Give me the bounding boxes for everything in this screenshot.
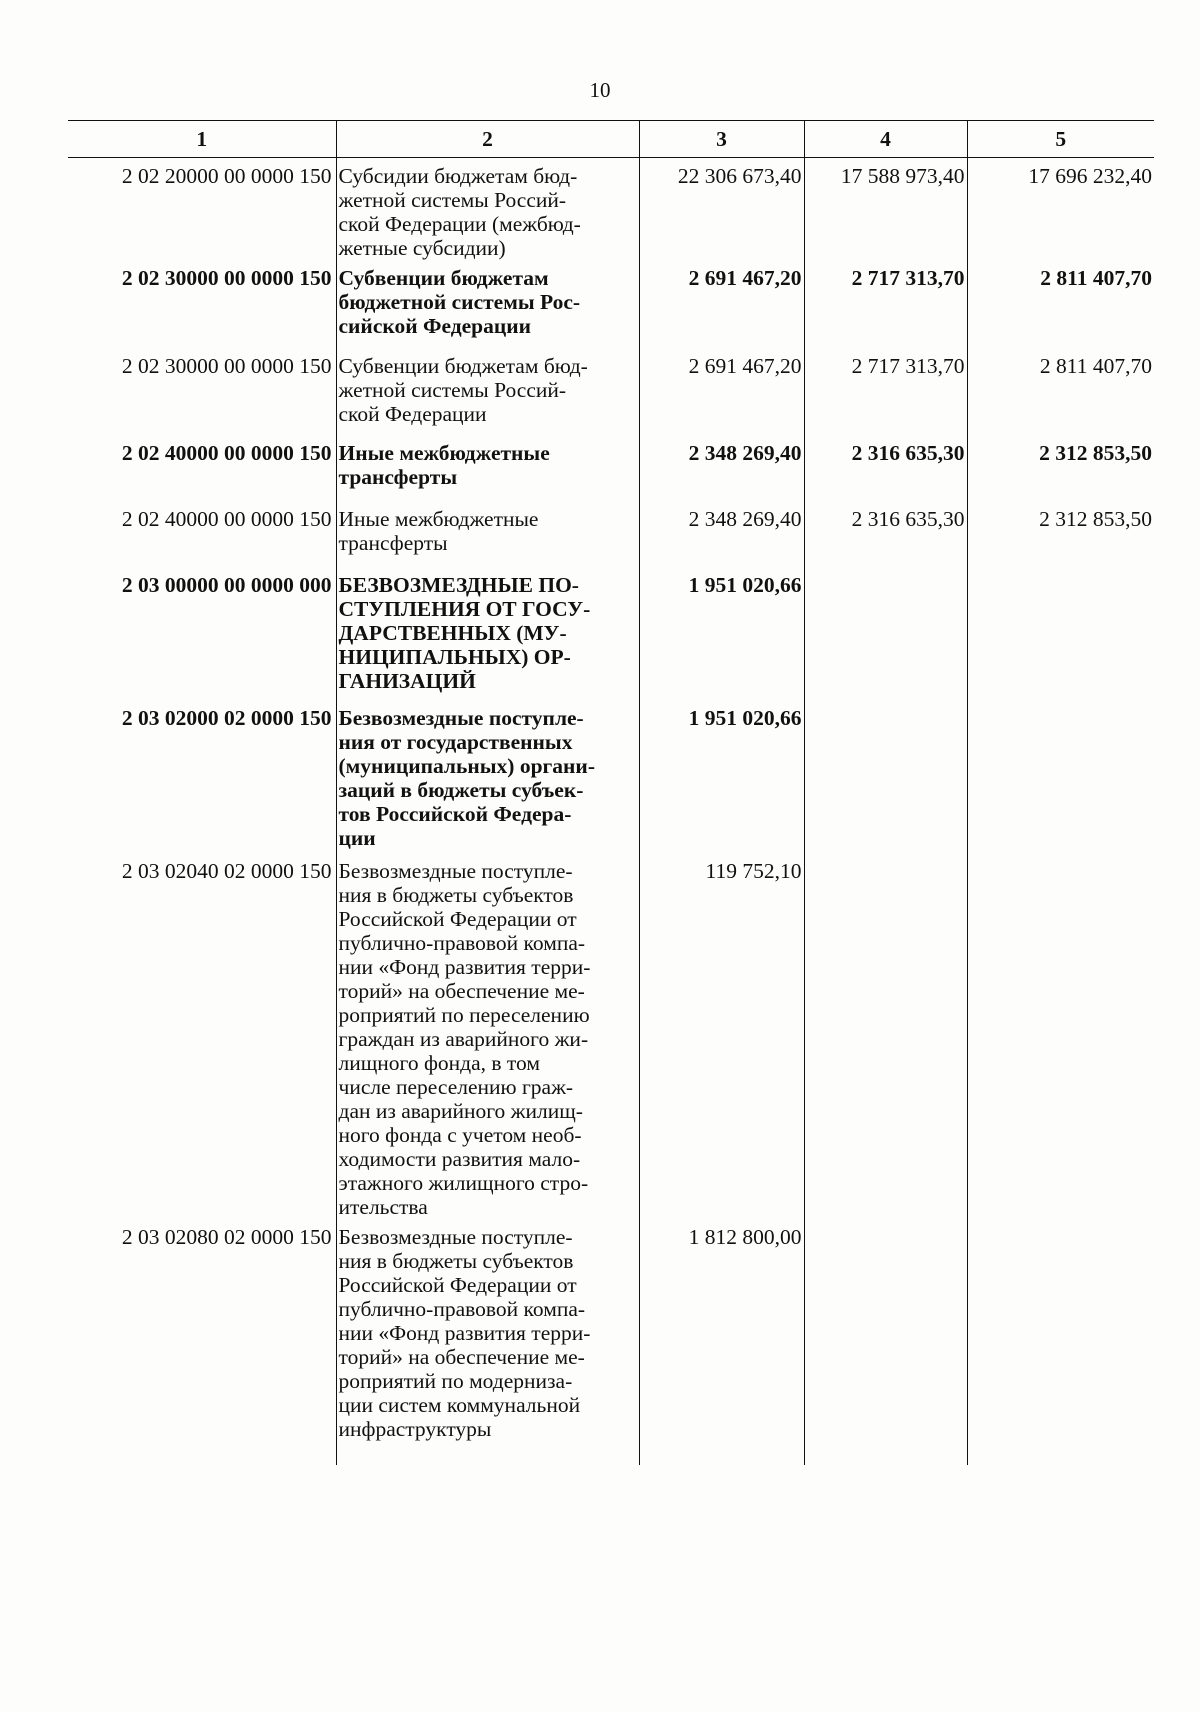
table-row bbox=[68, 435, 1154, 501]
value-col3-cell: 119 752,10 bbox=[639, 853, 804, 1219]
name-cell: Субсидии бюджетам бюд- жетной системы Россий- ской Федерации (межбюд- жетные субсидии) bbox=[336, 158, 639, 261]
column-header-1: 1 bbox=[68, 121, 336, 158]
name-cell: Иные межбюджетные трансферты bbox=[336, 501, 639, 567]
page-number: 10 bbox=[589, 78, 611, 102]
column-header-4: 4 bbox=[804, 121, 967, 158]
code-cell: 2 03 02040 02 0000 150 bbox=[121, 859, 332, 883]
table-row bbox=[68, 700, 1154, 853]
value-col3-cell: 1 812 800,00 bbox=[639, 1219, 804, 1465]
value-col4-cell: 2 717 313,70 bbox=[804, 260, 967, 348]
value-col3-cell: 2 348 269,40 bbox=[639, 435, 804, 501]
code-cell: 2 03 02080 02 0000 150 bbox=[121, 1225, 332, 1249]
table-row bbox=[68, 348, 1154, 435]
value-col5-cell: 17 696 232,40 bbox=[967, 158, 1154, 261]
code-cell: 2 02 40000 00 0000 150 bbox=[121, 441, 332, 465]
header-row bbox=[68, 121, 1154, 158]
value-col4-cell bbox=[804, 1219, 967, 1465]
value-col5-cell: 2 811 407,70 bbox=[967, 348, 1154, 435]
value-col3-cell: 22 306 673,40 bbox=[639, 158, 804, 261]
value-col5-cell: 2 811 407,70 bbox=[967, 260, 1154, 348]
budget-table bbox=[68, 120, 1154, 1465]
value-col3-cell: 2 691 467,20 bbox=[639, 260, 804, 348]
value-col3-cell: 2 348 269,40 bbox=[639, 501, 804, 567]
table-body bbox=[68, 158, 1154, 1466]
table-row bbox=[68, 501, 1154, 567]
code-cell: 2 03 00000 00 0000 000 bbox=[121, 573, 332, 597]
table-header bbox=[68, 121, 1154, 158]
value-col5-cell bbox=[967, 700, 1154, 853]
name-cell: Субвенции бюджетам бюджетной системы Рос- сийской Федерации bbox=[336, 260, 639, 348]
value-col4-cell: 2 316 635,30 bbox=[804, 435, 967, 501]
table-row bbox=[68, 1219, 1154, 1465]
value-col3-cell: 2 691 467,20 bbox=[639, 348, 804, 435]
value-col4-cell bbox=[804, 853, 967, 1219]
code-cell: 2 02 40000 00 0000 150 bbox=[121, 507, 332, 531]
code-cell: 2 02 30000 00 0000 150 bbox=[121, 266, 332, 290]
value-col3-cell: 1 951 020,66 bbox=[639, 567, 804, 700]
name-cell: БЕЗВОЗМЕЗДНЫЕ ПО- СТУПЛЕНИЯ ОТ ГОСУ- ДАРСТВЕННЫХ (МУ- НИЦИПАЛЬНЫХ) ОР- ГАНИЗАЦИЙ bbox=[336, 567, 639, 700]
column-header-3: 3 bbox=[639, 121, 804, 158]
table-row bbox=[68, 853, 1154, 1219]
name-cell: Безвозмездные поступле- ния в бюджеты субъектов Российской Федерации от публично-правовой компа- нии «Фонд развития терри- торий» на обеспечение ме- роприятий по переселению граждан из аварийного жи- лищного фонда, в том числе переселению граж- дан из аварийного жилищ- ного фонда с учетом необ- ходимости развития мало- этажного жилищного стро- ительства bbox=[336, 853, 639, 1219]
value-col4-cell: 17 588 973,40 bbox=[804, 158, 967, 261]
table-row bbox=[68, 567, 1154, 700]
value-col5-cell bbox=[967, 567, 1154, 700]
code-cell: 2 02 20000 00 0000 150 bbox=[121, 164, 332, 188]
value-col4-cell: 2 717 313,70 bbox=[804, 348, 967, 435]
name-cell: Субвенции бюджетам бюд- жетной системы Россий- ской Федерации bbox=[336, 348, 639, 435]
value-col4-cell bbox=[804, 700, 967, 853]
value-col5-cell: 2 312 853,50 bbox=[967, 501, 1154, 567]
name-cell: Безвозмездные поступле- ния в бюджеты субъектов Российской Федерации от публично-правовой компа- нии «Фонд развития терри- торий» на обеспечение ме- роприятий по модерниза- ции систем коммунальной инфраструктуры bbox=[336, 1219, 639, 1465]
value-col4-cell: 2 316 635,30 bbox=[804, 501, 967, 567]
value-col3-cell: 1 951 020,66 bbox=[639, 700, 804, 853]
name-cell: Безвозмездные поступле- ния от государственных (муниципальных) органи- заций в бюджеты субъек- тов Российской Федера- ции bbox=[336, 700, 639, 853]
name-cell: Иные межбюджетные трансферты bbox=[336, 435, 639, 501]
table-row bbox=[68, 158, 1154, 261]
value-col5-cell bbox=[967, 853, 1154, 1219]
code-cell: 2 02 30000 00 0000 150 bbox=[121, 354, 332, 378]
table-row bbox=[68, 260, 1154, 348]
column-header-2: 2 bbox=[336, 121, 639, 158]
code-cell: 2 03 02000 02 0000 150 bbox=[121, 706, 332, 730]
column-header-5: 5 bbox=[967, 121, 1154, 158]
value-col4-cell bbox=[804, 567, 967, 700]
value-col5-cell bbox=[967, 1219, 1154, 1465]
value-col5-cell: 2 312 853,50 bbox=[967, 435, 1154, 501]
